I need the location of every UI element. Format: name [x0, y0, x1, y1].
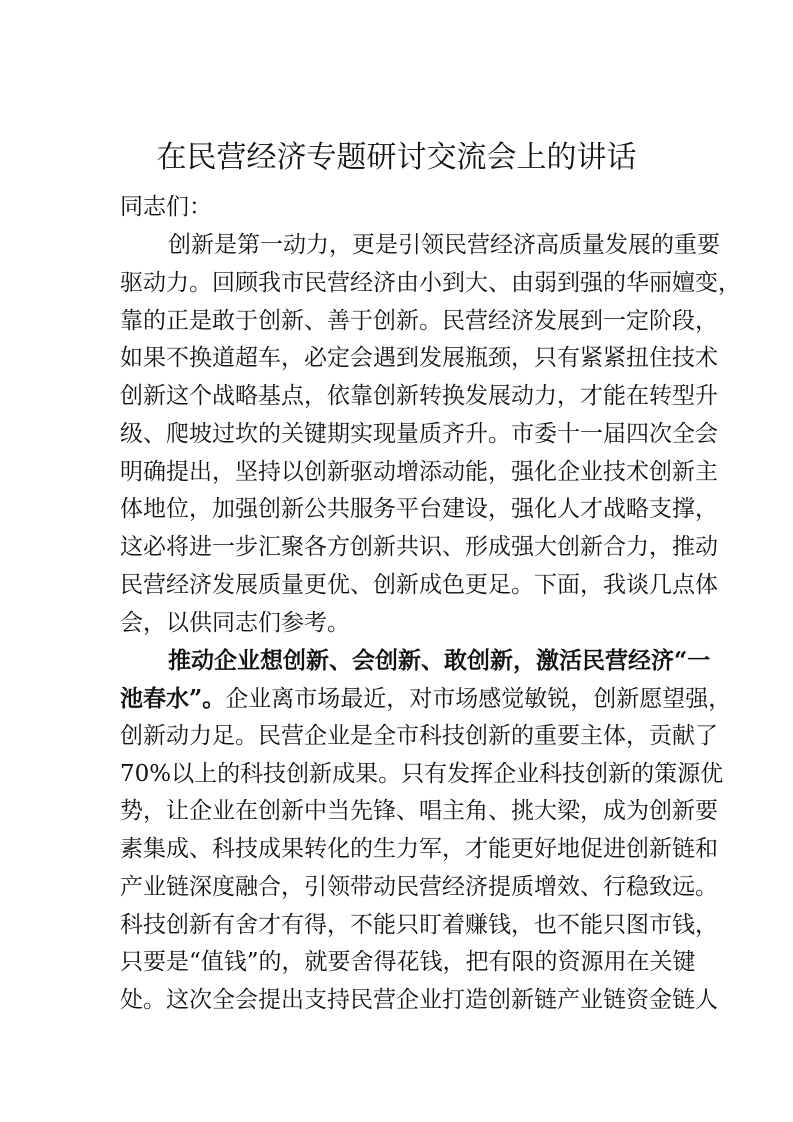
text-line: 处。这次全会提出支持民营企业打造创新链产业链资金链人: [120, 987, 718, 1013]
document-title: 在民营经济专题研讨交流会上的讲话: [156, 140, 637, 175]
document-body: [120, 227, 741, 1020]
text-line: 产业链深度融合，引领带动民营经济提质增效、行稳致远。: [120, 873, 718, 900]
text-line: 创新这个战略基点，依靠创新转换发展动力，才能在转型升: [120, 383, 718, 409]
text-line: 体地位，加强创新公共服务平台建设，强化人才战略支撑，: [120, 496, 718, 523]
text-line: 只要是“值钱”的，就要舍得花钱，把有限的资源用在关键: [120, 949, 696, 976]
text-line: 民营经济发展质量更优、创新成色更足。下面，我谈几点体: [120, 571, 718, 598]
text-line: 如果不换道超车，必定会遇到发展瓶颈，只有紧紧扭住技术: [120, 345, 718, 372]
text-line: 创新是第一动力，更是引领民营经济高质量发展的重要: [168, 232, 720, 258]
text-line: 势，让企业在创新中当先锋、唱主角、挑大梁，成为创新要: [120, 798, 718, 825]
text-line: 明确提出，坚持以创新驱动增添动能，强化企业技术创新主: [120, 458, 718, 485]
text-line: 这必将进一步汇聚各方创新共识、形成强大创新合力，推动: [120, 534, 718, 560]
text-line: 驱动力。回顾我市民营经济由小到大、由弱到强的华丽嬗变，: [120, 269, 741, 296]
section-heading-line: 推动企业想创新、会创新、敢创新，激活民营经济“一: [168, 647, 711, 675]
text-line: 科技创新有舍才有得，不能只盯着赚钱，也不能只图市钱，: [120, 911, 718, 938]
paragraph-innovation: [120, 642, 732, 1020]
section-heading-end: 池春水”。: [120, 685, 226, 712]
text-line: [120, 680, 732, 718]
text-line: 级、爬坡过坎的关键期实现量质齐升。市委十一届四次全会: [120, 420, 718, 447]
text-line: 创新动力足。民营企业是全市科技创新的重要主体，贡献了: [120, 722, 718, 749]
text-line: 素集成、科技成果转化的生力军，才能更好地促进创新链和: [120, 836, 718, 862]
text-segment: 企业离市场最近，对市场感觉敏锐，创新愿望强，: [225, 686, 732, 712]
paragraph-intro: [120, 227, 741, 642]
salutation: 同志们：: [120, 194, 212, 220]
text-line: 70%以上的科技创新成果。只有发挥企业科技创新的策源优: [120, 760, 724, 787]
text-line: 会，以供同志们参考。: [120, 609, 350, 636]
text-line: 靠的正是敢于创新、善于创新。民营经济发展到一定阶段，: [120, 307, 718, 334]
